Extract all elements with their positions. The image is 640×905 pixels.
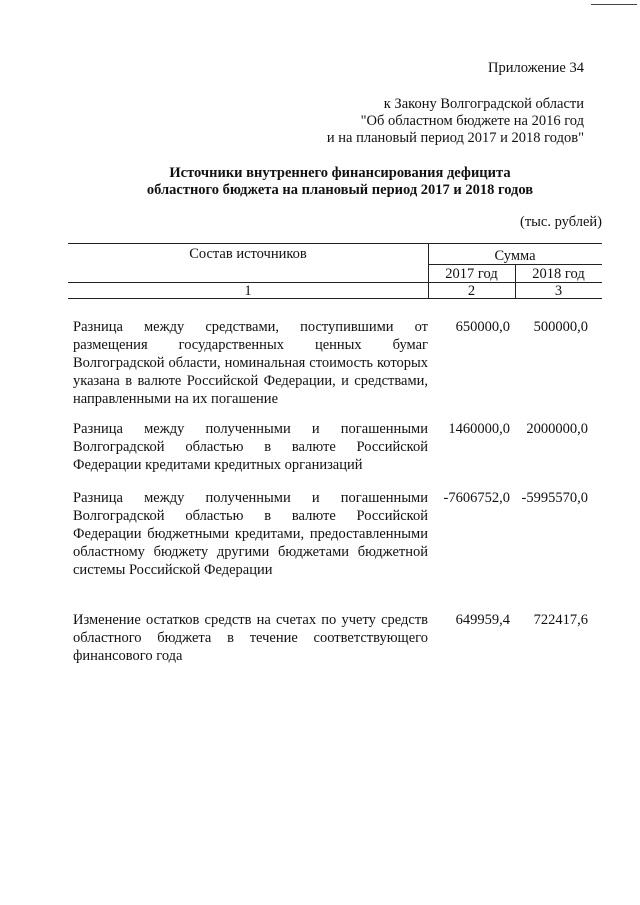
row-value-2018: -5995570,0 xyxy=(521,490,588,506)
row-value-2017: 1460000,0 xyxy=(448,421,510,437)
row-description: Разница между полученными и погашенными Волгоградской областью в валюте Российской Федерации бюджетными кредитами, предоставленными областному бюджету другими бюджетами бюджетной системы Российской Федерации xyxy=(73,490,428,578)
row-value-2017: 650000,0 xyxy=(455,319,510,335)
row-description: Разница между средствами, поступившими от размещения государственных ценных бумаг Волгоградской области, номинальная стоимость которых указана в валюте Российской Федерации, и средствами, направленными на их погашение xyxy=(73,319,428,407)
column-number-3: 3 xyxy=(554,283,563,299)
column-number-2: 2 xyxy=(467,283,476,299)
units-label: (тыс. рублей) xyxy=(520,214,602,230)
row-value-2018: 722417,6 xyxy=(533,612,588,628)
row-description: Разница между полученными и погашенными Волгоградской областью в валюте Российской Федерации кредитами кредитных организаций xyxy=(73,421,428,473)
appendix-number: Приложение 34 xyxy=(488,60,584,76)
row-value-2017: -7606752,0 xyxy=(443,490,510,506)
row-value-2018: 2000000,0 xyxy=(526,421,588,437)
column-header-2017: 2017 год xyxy=(445,266,498,282)
row-value-2017: 649959,4 xyxy=(455,612,510,628)
law-reference-line1: к Закону Волгоградской области xyxy=(383,96,584,112)
law-reference-line2: "Об областном бюджете на 2016 год xyxy=(360,113,584,129)
row-value-2018: 500000,0 xyxy=(533,319,588,335)
row-description: Изменение остатков средств на счетах по учету средств областного бюджета в течение соответствующего финансового года xyxy=(73,612,428,664)
column-header-sources: Состав источников xyxy=(189,246,307,262)
document-title-line1: Источники внутреннего финансирования дефицита xyxy=(169,165,511,181)
column-header-2018: 2018 год xyxy=(532,266,585,282)
header-top-border xyxy=(68,243,602,244)
law-reference-line3: и на плановый период 2017 и 2018 годов" xyxy=(326,130,584,146)
column-header-sum: Сумма xyxy=(494,248,536,264)
scan-edge-mark xyxy=(591,4,637,5)
column-number-1: 1 xyxy=(244,283,252,299)
document-title-line2: областного бюджета на плановый период 2017 и 2018 годов xyxy=(146,182,534,198)
